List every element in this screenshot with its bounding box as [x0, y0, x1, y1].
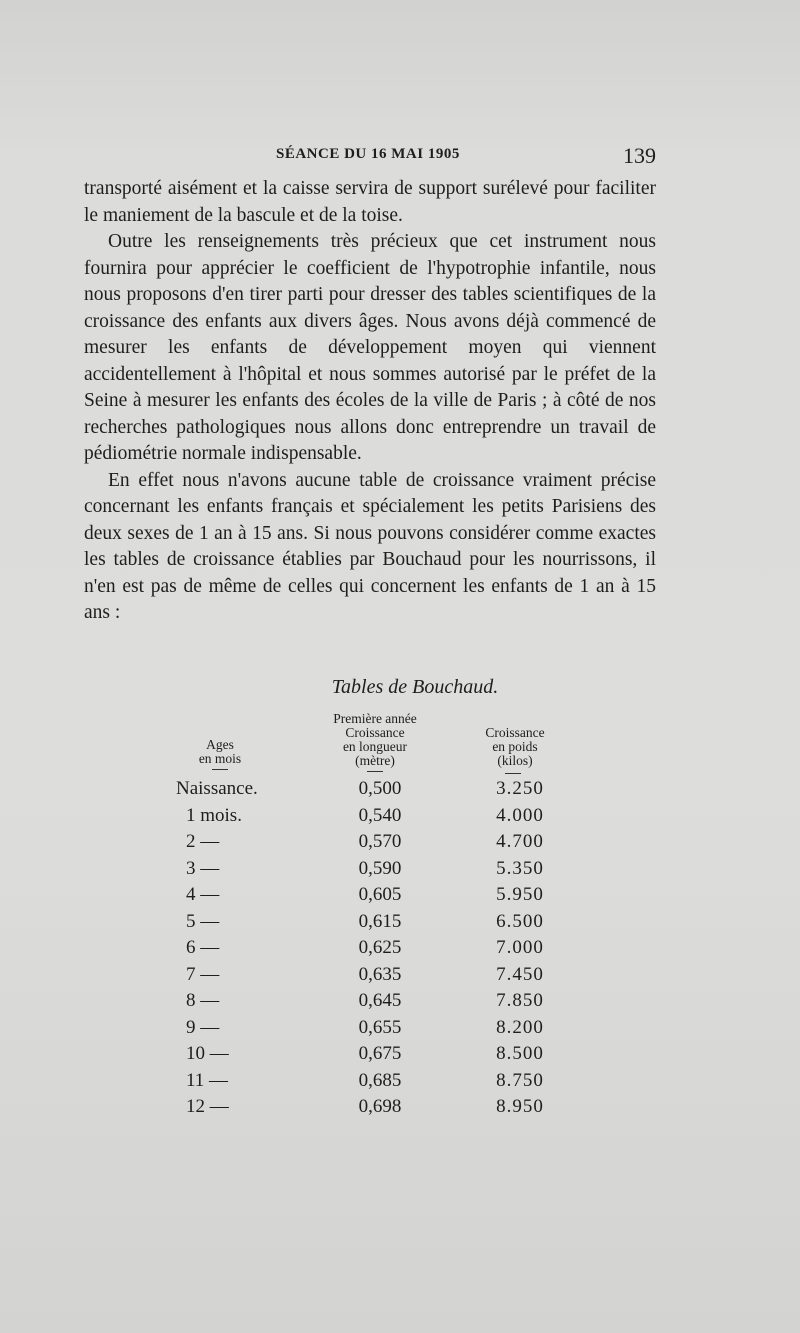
length-cell: 0,645 [358, 990, 402, 1011]
table-row [0, 1017, 800, 1044]
header-line: (mètre) [355, 753, 395, 768]
length-cell: 0,625 [358, 937, 402, 958]
age-cell: 4 — [186, 884, 220, 905]
weight-cell: 4.000 [496, 804, 544, 826]
weight-cell: 3.250 [496, 778, 544, 799]
length-cell: 0,540 [358, 804, 402, 826]
weight-cell: 8.500 [496, 1043, 544, 1064]
age-cell: 8 — [186, 990, 220, 1011]
age-cell: 7 — [186, 963, 220, 985]
age-cell: 5 — [186, 910, 220, 932]
header-line: Ages [206, 737, 234, 752]
page-number: 139 [623, 143, 656, 168]
header-rule [367, 771, 383, 772]
header-rule [212, 769, 228, 770]
header-line: Première année [333, 711, 417, 726]
age-cell: 12 — [186, 1096, 229, 1117]
paragraph: transporté aisément et la caisse servira de support surélevé pour faciliter le maniement de la bascule et de la toise. [84, 178, 656, 226]
length-cell: 0,685 [358, 1069, 402, 1091]
table-row [0, 937, 800, 964]
length-cell: 0,655 [358, 1016, 402, 1038]
length-cell: 0,635 [358, 963, 402, 985]
weight-cell: 7.850 [496, 990, 544, 1011]
age-cell: Naissance. [176, 778, 258, 799]
age-cell: 10 — [186, 1043, 229, 1064]
length-cell: 0,605 [358, 884, 402, 905]
paragraph: En effet nous n'avons aucune table de croissance vraiment précise concernant les enfants français et spécialement les petits Parisiens des deux sexes de 1 an à 15 ans. Si nous pouvons considérer comme exactes les tables de croissance établies par Bouchaud pour les nourrissons, il n'en est pas de même de celles qui concernent les enfants de 1 an à 15 ans : [84, 469, 656, 623]
length-cell: 0,675 [358, 1043, 402, 1064]
paragraph: Outre les renseignements très précieux que cet instrument nous fournira pour apprécier le coefficient de l'hypotrophie infantile, nous nous proposons d'en tirer parti pour dresser des tables scientifiques de la croissance des enfants aux divers âges. Nous avons déjà commencé de mesurer les enfants de développement moyen qui viennent accidentellement à l'hôpital et nous sommes autorisé par le préfet de la Seine à mesurer les enfants des écoles de la ville de Paris ; à côté de nos recherches pathologiques nous allons donc entreprendre un travail de pédiométrie normale indispensable. [84, 231, 656, 464]
body-text [84, 176, 656, 627]
table-row [0, 778, 800, 805]
table-row [0, 990, 800, 1017]
weight-cell: 7.450 [496, 963, 544, 985]
table-row [0, 858, 800, 885]
weight-cell: 8.200 [496, 1016, 544, 1038]
length-cell: 0,500 [358, 778, 402, 799]
table-row [0, 1096, 800, 1123]
table-row [0, 1043, 800, 1070]
table-row [0, 964, 800, 991]
header-line: Croissance [345, 725, 405, 740]
page-header [84, 143, 656, 170]
length-cell: 0,570 [358, 831, 402, 852]
header-line: en mois [198, 751, 242, 766]
column-header-length [300, 712, 450, 768]
table-row [0, 884, 800, 911]
table-row [0, 911, 800, 938]
age-cell: 11 — [186, 1069, 229, 1091]
length-cell: 0,615 [358, 910, 402, 932]
weight-cell: 5.350 [496, 857, 544, 879]
length-cell: 0,590 [358, 857, 402, 879]
header-line: (kilos) [497, 753, 533, 768]
weight-cell: 8.750 [496, 1069, 544, 1091]
table-row [0, 805, 800, 832]
header-rule [505, 773, 521, 774]
age-cell: 6 — [186, 937, 220, 958]
length-cell: 0,698 [358, 1096, 402, 1117]
weight-cell: 6.500 [496, 910, 544, 932]
age-cell: 3 — [186, 857, 220, 879]
age-cell: 2 — [186, 831, 220, 852]
header-line: Croissance [485, 725, 545, 740]
table-title: Tables de Bouchaud. [331, 676, 499, 698]
column-header-ages [170, 738, 270, 766]
weight-cell: 4.700 [496, 831, 544, 852]
table-body [0, 778, 800, 1123]
table-row [0, 1070, 800, 1097]
age-cell: 1 mois. [186, 804, 242, 826]
weight-cell: 8.950 [496, 1096, 544, 1117]
header-line: en poids [492, 739, 538, 754]
weight-cell: 7.000 [496, 937, 544, 958]
table-row [0, 831, 800, 858]
weight-cell: 5.950 [496, 884, 544, 905]
running-head: SÉANCE DU 16 MAI 1905 [276, 146, 460, 162]
age-cell: 9 — [186, 1016, 220, 1038]
header-line: en longueur [342, 739, 408, 754]
column-header-weight [460, 726, 570, 768]
